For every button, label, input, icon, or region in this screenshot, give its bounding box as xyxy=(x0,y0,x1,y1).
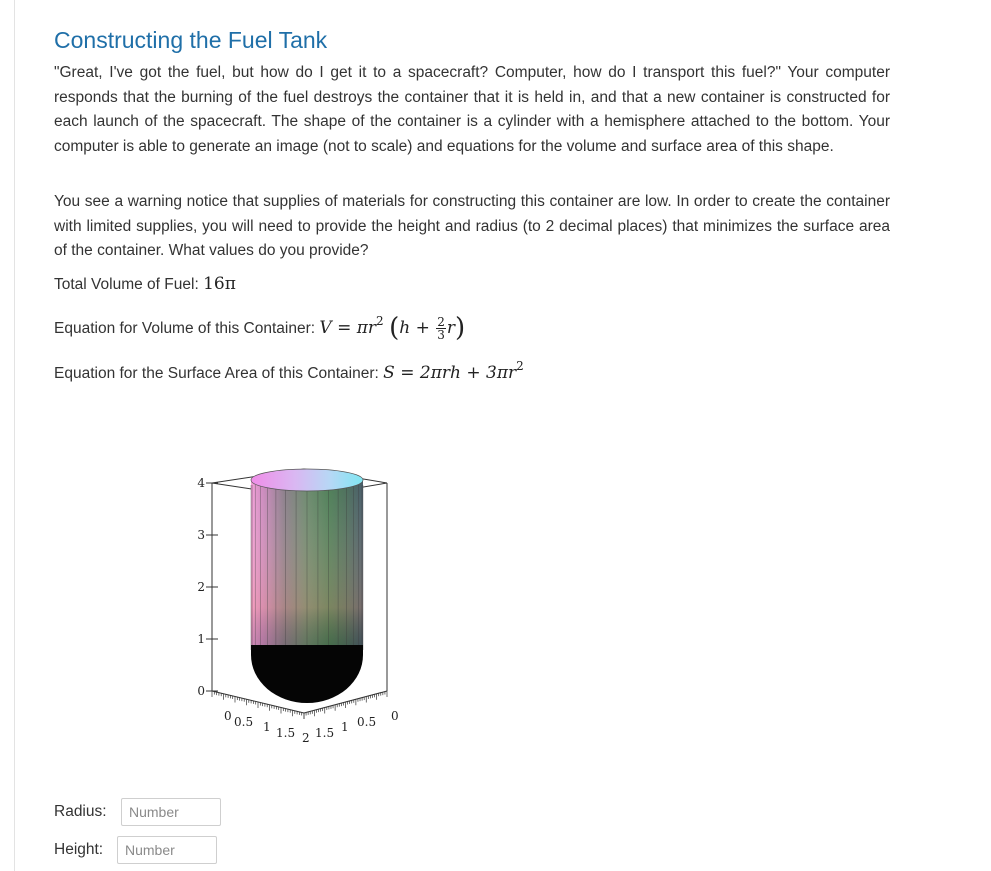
total-volume-value xyxy=(203,274,236,294)
equals-sign: = xyxy=(400,363,415,383)
surface-equation xyxy=(383,359,524,383)
exponent: 2 xyxy=(376,314,384,328)
plus-sign: + xyxy=(415,318,430,338)
height-input[interactable] xyxy=(117,836,217,864)
cylinder-top-cap xyxy=(251,469,363,491)
radius-label: Radius: xyxy=(54,803,107,820)
page-title: Constructing the Fuel Tank xyxy=(54,27,328,53)
z-axis-labels xyxy=(197,476,205,698)
height-label: Height: xyxy=(54,841,104,858)
y-tick-label: 1 xyxy=(341,720,349,734)
fraction-denominator: 3 xyxy=(437,328,445,342)
x-tick-label: 2 xyxy=(302,731,310,745)
x-tick-label: 1 xyxy=(263,720,271,734)
z-tick-label: 2 xyxy=(197,580,205,594)
fraction-numerator: 2 xyxy=(437,315,445,329)
two-thirds-fraction xyxy=(436,316,446,341)
exponent: 2 xyxy=(516,359,524,373)
height-symbol: h xyxy=(399,318,411,338)
open-paren: ( xyxy=(389,313,400,343)
volume-equation xyxy=(319,313,466,343)
surface-symbol: S xyxy=(383,363,395,383)
radius-symbol: r xyxy=(446,318,456,338)
y-tick-label: 1.5 xyxy=(315,726,335,740)
x-tick-label: 0.5 xyxy=(234,715,254,729)
volume-equation-line xyxy=(54,310,465,341)
volume-equation-label: Equation for Volume of this Container: xyxy=(54,320,316,337)
close-paren: ) xyxy=(455,313,466,343)
z-tick-label: 3 xyxy=(197,528,205,542)
base-axis-labels xyxy=(224,709,399,745)
pi-r-term: 3πr xyxy=(486,363,517,383)
equals-sign: = xyxy=(337,318,352,338)
page-left-border xyxy=(14,0,15,871)
y-tick-label: 0 xyxy=(391,709,399,723)
total-volume-line xyxy=(54,273,236,296)
hemisphere-bottom xyxy=(251,645,363,703)
x-tick-label: 1.5 xyxy=(276,726,296,740)
total-volume-label: Total Volume of Fuel: xyxy=(54,276,199,293)
container-3d-plot xyxy=(154,455,404,755)
z-tick-label: 1 xyxy=(197,632,205,646)
x-tick-label: 0 xyxy=(224,709,232,723)
radius-input[interactable] xyxy=(121,798,221,826)
z-tick-label: 4 xyxy=(197,476,205,490)
y-tick-label: 0.5 xyxy=(357,715,377,729)
z-tick-label: 0 xyxy=(197,684,205,698)
problem-paragraph-intro: "Great, I've got the fuel, but how do I get it to a spacecraft? Computer, how do I transport this fuel?" Your computer responds that the burning of the fuel destroys the container that it is held in, and that a new container is constructed for each launch of the spacecraft. The shape of the container is a cylinder with a hemisphere attached to the bottom. Your computer is able to generate an image (not to scale) and equations for the volume and surface area of this shape. xyxy=(54,64,890,155)
volume-symbol: V xyxy=(319,318,332,338)
plus-sign: + xyxy=(466,363,481,383)
problem-paragraph-task: You see a warning notice that supplies of materials for constructing this container are low. In order to create the container with limited supplies, you will need to provide the height and radius (to 2 decimal places) that minimizes the surface area of the container. What values do you provide? xyxy=(54,193,890,259)
surface-equation-line xyxy=(54,355,524,385)
pi-r-term: πr xyxy=(356,318,377,338)
surface-equation-label: Equation for the Surface Area of this Container: xyxy=(54,365,379,382)
total-volume-number: 16π xyxy=(203,274,236,294)
lateral-term: 2πrh xyxy=(419,363,461,383)
